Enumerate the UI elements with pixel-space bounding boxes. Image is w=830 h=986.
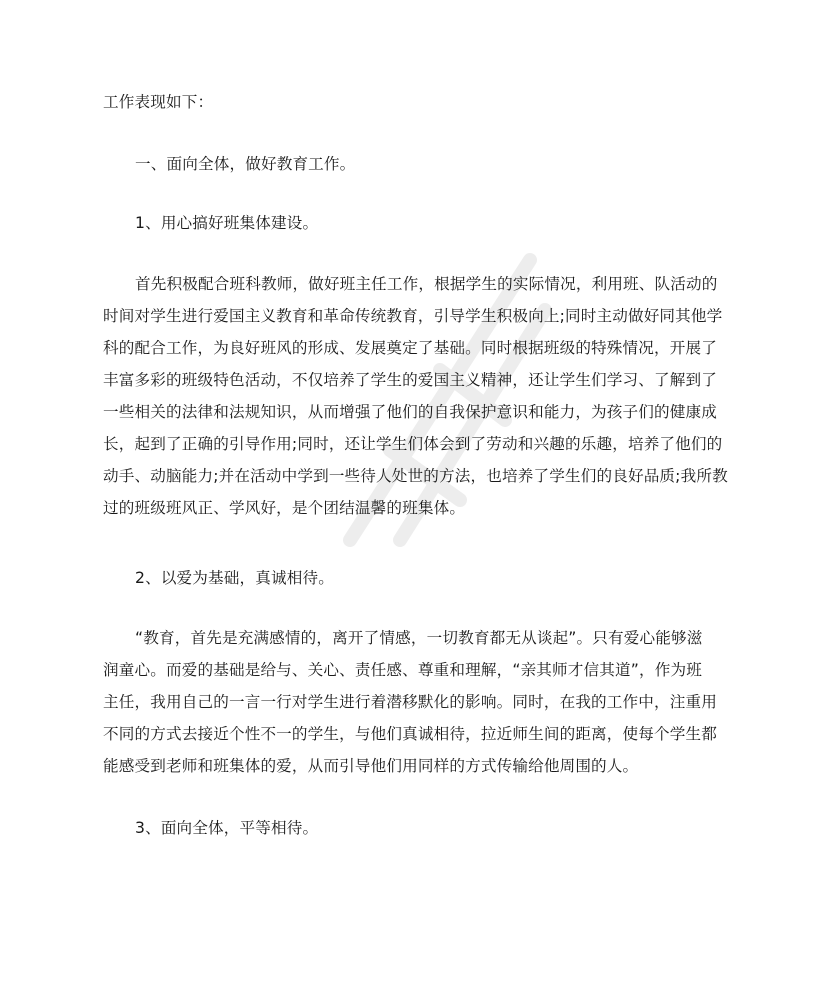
paragraph-line: 过的班级班风正、学风好，是个团结温馨的班集体。 (103, 499, 466, 517)
paragraph-line: 不同的方式去接近个性不一的学生，与他们真诚相待，拉近师生间的距离，使每个学生都 (103, 725, 718, 743)
paragraph-line: 主任，我用自己的一言一行对学生进行着潜移默化的影响。同时，在我的工作中，注重用 (103, 693, 718, 711)
item-heading-1: 1、用心搞好班集体建设。 (135, 214, 319, 232)
paragraph-line: 时间对学生进行爱国主义教育和革命传统教育，引导学生积极向上;同时主动做好同其他学 (103, 307, 723, 325)
intro-text: 工作表现如下： (103, 93, 214, 111)
paragraph-line: 润童心。而爱的基础是给与、关心、责任感、尊重和理解，“亲其师才信其道”，作为班 (103, 661, 702, 679)
paragraph-line: 一些相关的法律和法规知识，从而增强了他们的自我保护意识和能力，为孩子们的健康成 (103, 403, 718, 421)
paragraph-line: 能感受到老师和班集体的爱，从而引导他们用同样的方式传输给他周围的人。 (103, 757, 639, 775)
section-heading: 一、面向全体，做好教育工作。 (135, 155, 356, 173)
paragraph-line: “教育，首先是充满感情的，离开了情感，一切教育都无从谈起”。只有爱心能够滋 (135, 629, 703, 647)
paragraph-line: 长，起到了正确的引导作用;同时，还让学生们体会到了劳动和兴趣的乐趣，培养了他们的 (103, 435, 723, 453)
item-heading-3: 3、面向全体，平等相待。 (135, 819, 319, 837)
paragraph-line: 动手、动脑能力;并在活动中学到一些待人处世的方法，也培养了学生们的良好品质;我所教 (103, 467, 728, 485)
paragraph-line: 丰富多彩的班级特色活动，不仅培养了学生的爱国主义精神，还让学生们学习、了解到了 (103, 371, 718, 389)
paragraph-line: 首先积极配合班科教师，做好班主任工作，根据学生的实际情况，利用班、队活动的 (135, 275, 718, 293)
item-heading-2: 2、以爱为基础，真诚相待。 (135, 569, 334, 587)
paragraph-line: 科的配合工作，为良好班风的形成、发展奠定了基础。同时根据班级的特殊情况，开展了 (103, 339, 718, 357)
